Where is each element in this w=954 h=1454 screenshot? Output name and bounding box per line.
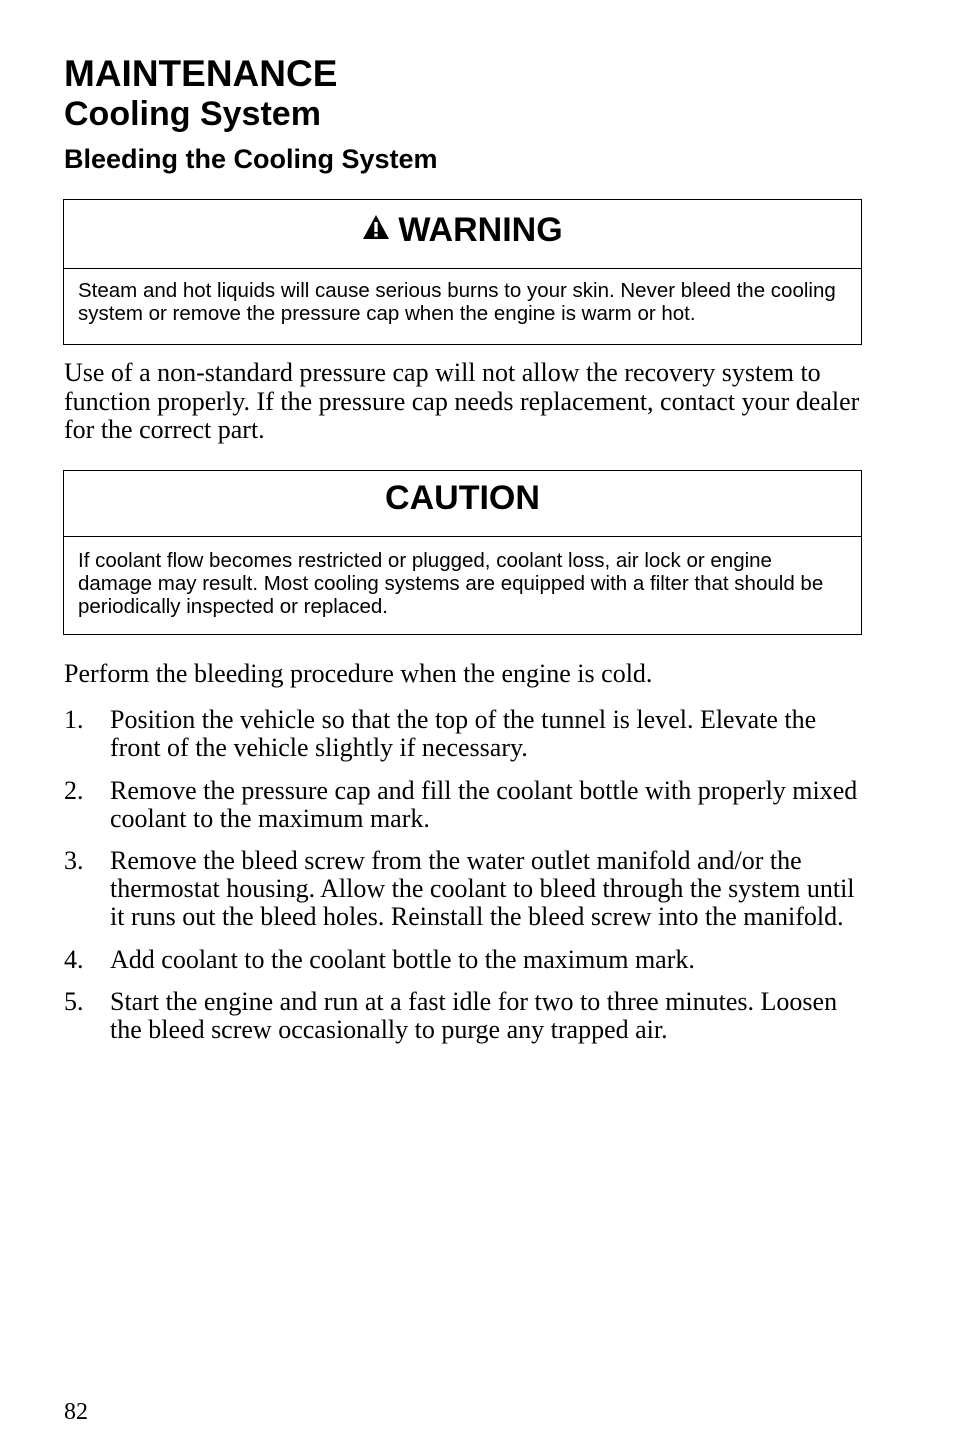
topic-title: Bleeding the Cooling System: [64, 144, 438, 174]
list-item: [64, 706, 864, 762]
step-text: Add coolant to the coolant bottle to the maximum mark.: [110, 944, 695, 974]
caution-text: If coolant flow becomes restricted or plugged, coolant loss, air lock or engine damage may result. Most cooling systems are equipped with a filter that should be periodically inspected or replaced.: [78, 549, 824, 618]
step-text: Remove the bleed screw from the water outlet manifold and/or the thermostat housing. Allow the coolant to bleed through the system until it runs out the bleed holes. Reinstall the bleed screw into the manifold.: [110, 846, 855, 931]
page-number: 82: [64, 1399, 88, 1425]
pressure-cap-paragraph: Use of a non-standard pressure cap will not allow the recovery system to function properly. If the pressure cap needs replacement, contact your dealer for the correct part.: [64, 358, 860, 444]
step-text: Position the vehicle so that the top of the tunnel is level. Elevate the front of the vehicle slightly if necessary.: [110, 705, 817, 762]
list-item: [64, 847, 864, 931]
warning-triangle-icon: [362, 199, 390, 259]
list-item: [64, 946, 864, 974]
warning-text: Steam and hot liquids will cause serious burns to your skin. Never bleed the cooling system or remove the pressure cap when the engine is warm or hot.: [78, 279, 836, 325]
section-title: MAINTENANCE: [64, 53, 338, 94]
step-number: 2.: [64, 775, 84, 805]
step-number: 3.: [64, 846, 84, 875]
step-number: 1.: [64, 705, 84, 734]
procedure-intro: Perform the bleeding procedure when the engine is cold.: [64, 659, 653, 688]
warning-box: [63, 199, 862, 345]
warning-title: WARNING: [398, 211, 563, 249]
step-number: 5.: [64, 987, 84, 1016]
step-text: Remove the pressure cap and fill the coolant bottle with properly mixed coolant to the maximum mark.: [110, 775, 858, 833]
subsection-title: Cooling System: [64, 95, 321, 133]
step-text: Start the engine and run at a fast idle for two to three minutes. Loosen the bleed screw occasionally to purge any trapped air.: [110, 987, 838, 1044]
warning-header: [64, 200, 861, 269]
caution-title: CAUTION: [64, 471, 861, 537]
list-item: [64, 777, 864, 833]
list-item: [64, 988, 864, 1044]
procedure-steps: [64, 706, 864, 1059]
step-number: 4.: [64, 944, 84, 974]
caution-box: [63, 470, 862, 635]
